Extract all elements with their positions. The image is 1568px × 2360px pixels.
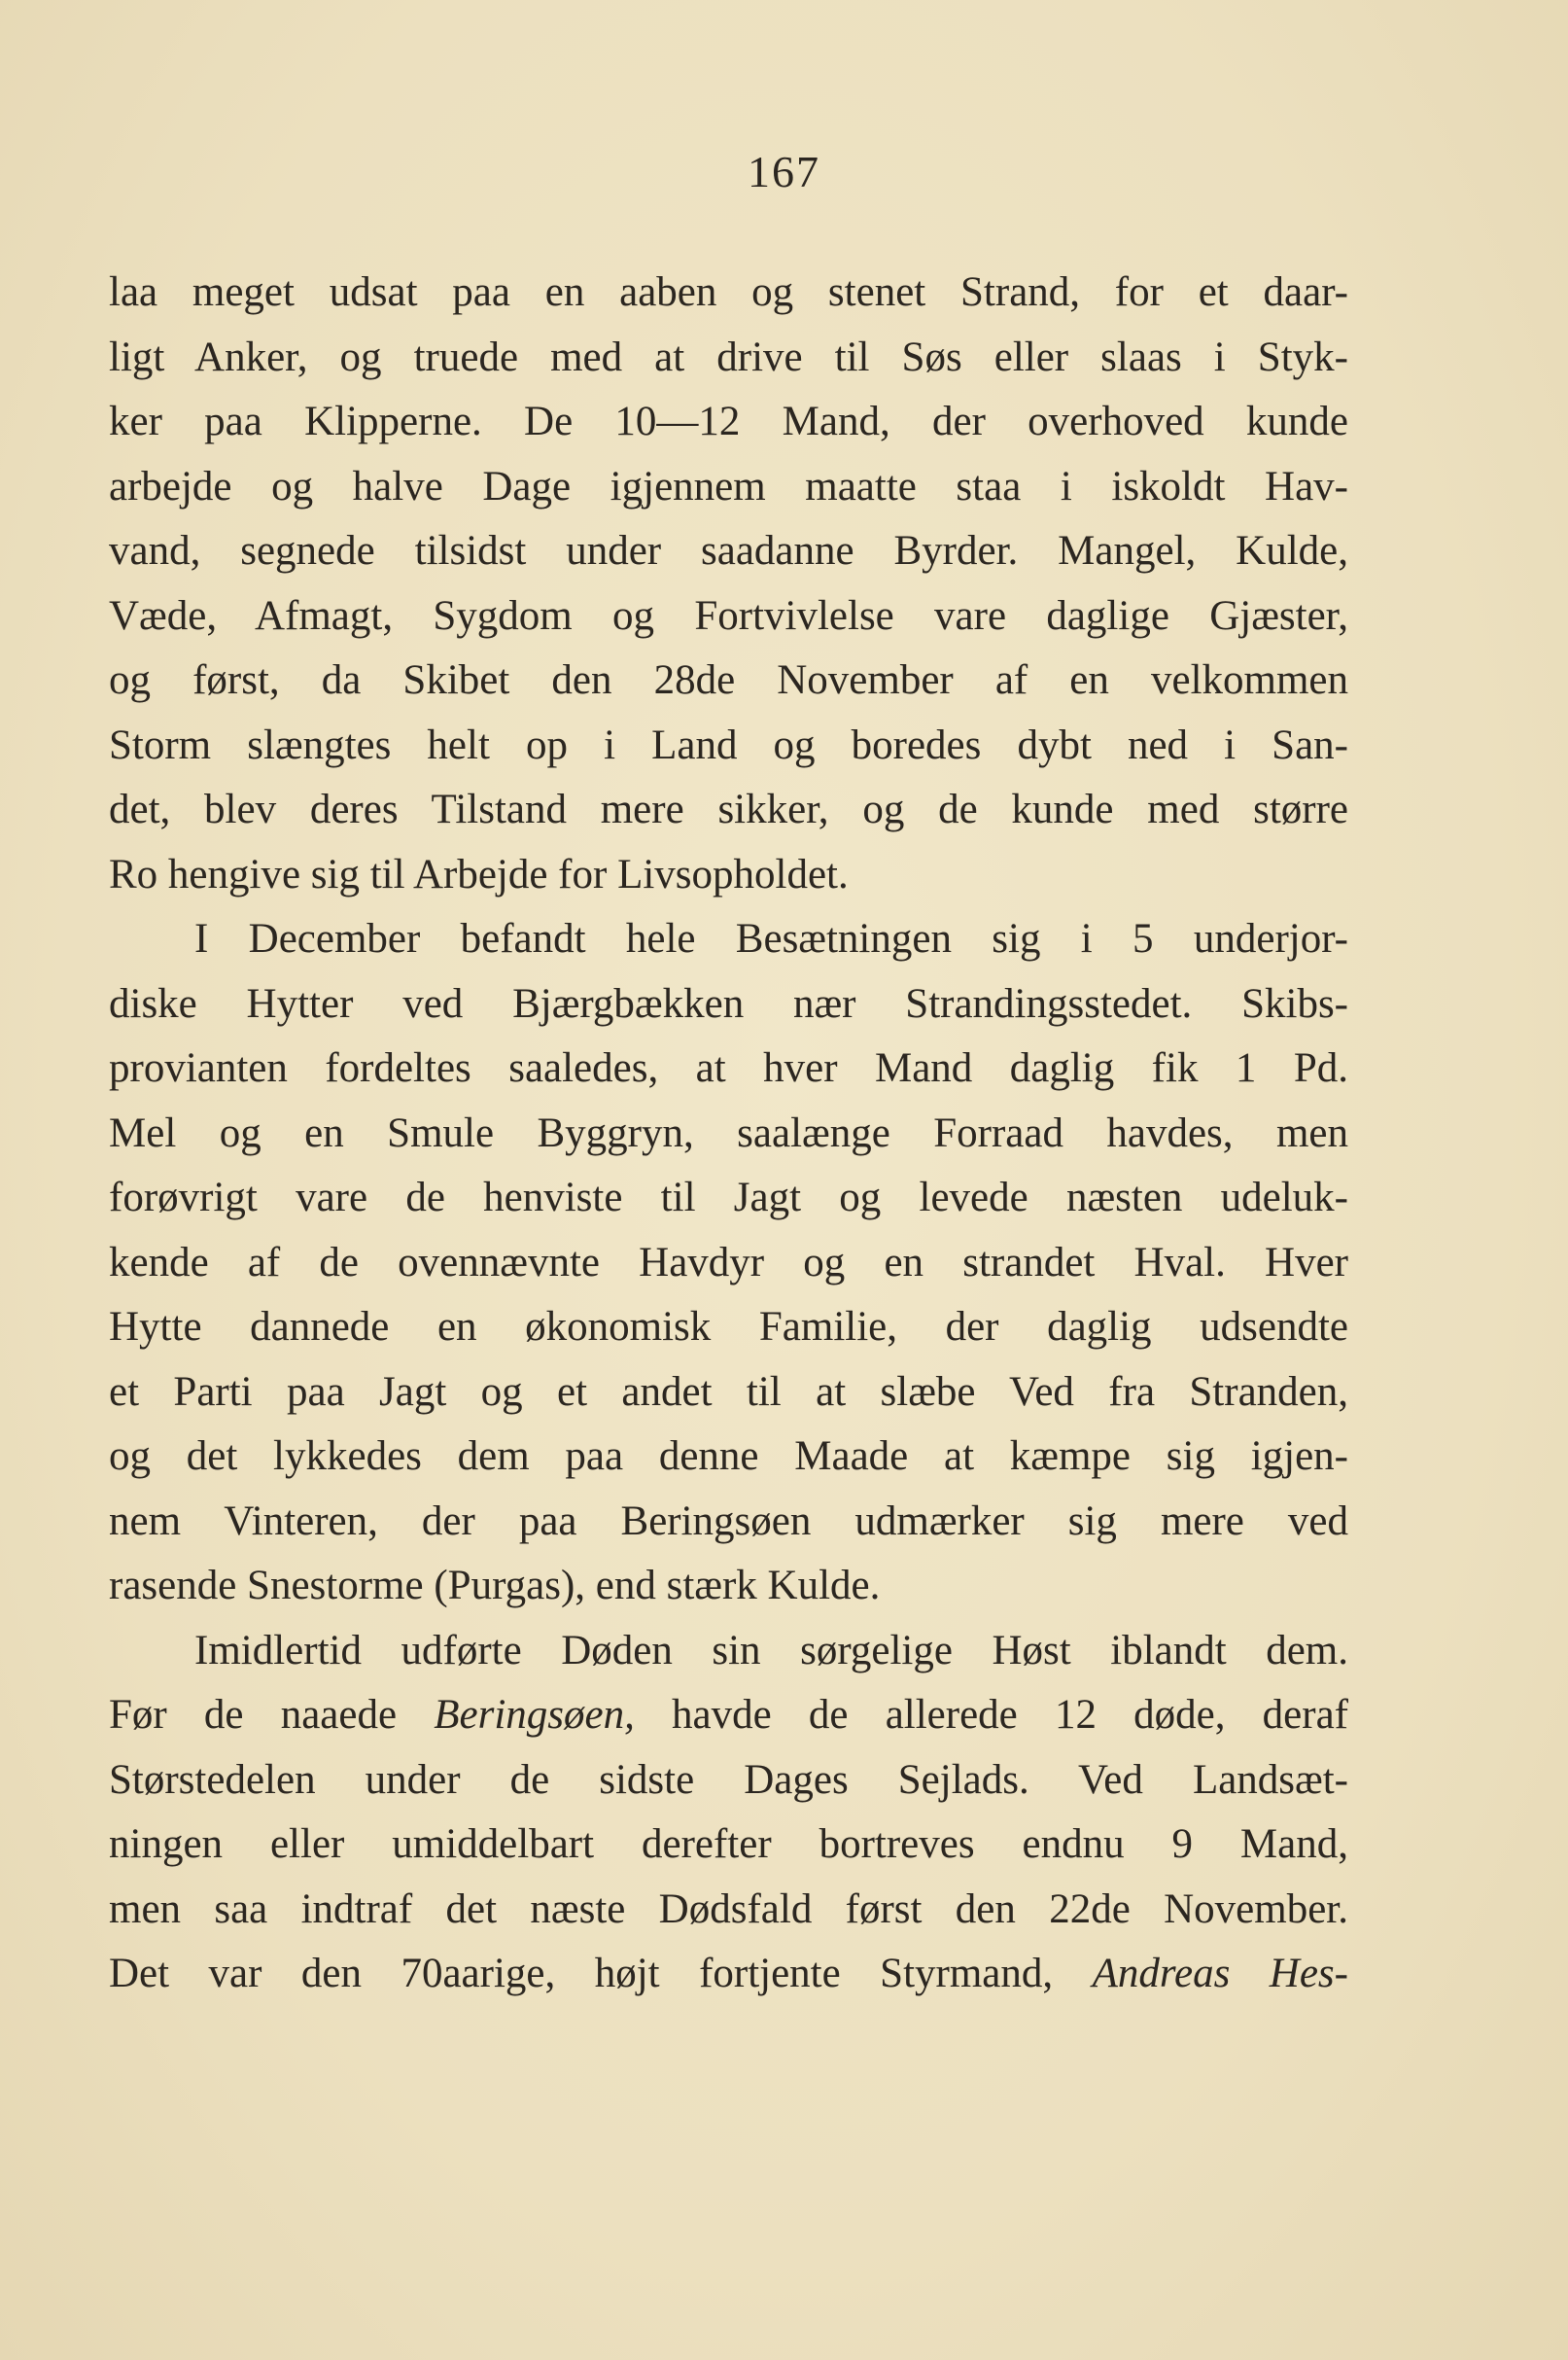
italic-name: Beringsøen, — [434, 1692, 635, 1738]
text-line: ker paa Klipperne. De 10—12 Mand, der overhoved kunde — [109, 399, 1348, 444]
body-text — [109, 261, 1348, 2007]
text-line: det, blev deres Tilstand mere sikker, og de kunde med større — [109, 787, 1348, 832]
text-line: Storm slængtes helt op i Land og boredes dybt ned i San- — [109, 722, 1348, 768]
text-line: vand, segnede tilsidst under saadanne Byrder. Mangel, Kulde, — [109, 528, 1348, 574]
text-line: Ro hengive sig til Arbejde for Livsopholdet. — [109, 851, 849, 898]
text-line — [109, 1683, 1348, 1748]
text-line: Væde, Afmagt, Sygdom og Fortvivlelse vare daglige Gjæster, — [109, 592, 1348, 639]
text-line: Mel og en Smule Byggryn, saalænge Forraad havdes, men — [109, 1110, 1348, 1156]
text-line: ningen eller umiddelbart derefter bortreves endnu 9 Mand, — [109, 1821, 1348, 1867]
text-line: I December befandt hele Besætningen sig i 5 underjor- — [194, 916, 1348, 962]
text-line: Størstedelen under de sidste Dages Sejlads. Ved Landsæt- — [109, 1756, 1348, 1803]
text-line: kende af de ovennævnte Havdyr og en strandet Hval. Hver — [109, 1239, 1348, 1286]
text-line: rasende Snestorme (Purgas), end stærk Kulde. — [109, 1563, 881, 1608]
text-line: Hytte dannede en økonomisk Familie, der daglig udsendte — [109, 1304, 1348, 1350]
text-line: diske Hytter ved Bjærgbækken nær Strandingsstedet. Skibs- — [109, 980, 1348, 1027]
text-line: Imidlertid udførte Døden sin sørgelige Høst iblandt dem. — [194, 1627, 1348, 1673]
text-line: ligt Anker, og truede med at drive til Søs eller slaas i Styk- — [109, 334, 1348, 380]
text-line — [109, 1942, 1348, 2007]
text-line: et Parti paa Jagt og et andet til at slæbe Ved fra Stranden, — [109, 1368, 1348, 1415]
text-line: men saa indtraf det næste Dødsfald først den 22de November. — [109, 1885, 1348, 1932]
text-line: og først, da Skibet den 28de November af en velkommen — [109, 657, 1348, 703]
text-fragment: havde de allerede 12 døde, deraf — [634, 1692, 1348, 1738]
italic-name: Andreas Hes- — [1092, 1951, 1348, 1996]
page-number: 167 — [748, 147, 820, 196]
text-line: arbejde og halve Dage igjennem maatte staa i iskoldt Hav- — [109, 463, 1348, 510]
text-line: provianten fordeltes saaledes, at hver Mand daglig fik 1 Pd. — [109, 1045, 1348, 1091]
text-line: nem Vinteren, der paa Beringsøen udmærker sig mere ved — [109, 1497, 1348, 1544]
text-fragment: Det var den 70aarige, højt fortjente Styrmand, — [109, 1951, 1093, 1996]
text-fragment: Før de naaede — [109, 1692, 435, 1738]
text-line: og det lykkedes dem paa denne Maade at kæmpe sig igjen- — [109, 1433, 1348, 1479]
text-line: forøvrigt vare de henviste til Jagt og levede næsten udeluk- — [109, 1175, 1348, 1220]
text-line: laa meget udsat paa en aaben og stenet Strand, for et daar- — [109, 269, 1348, 315]
